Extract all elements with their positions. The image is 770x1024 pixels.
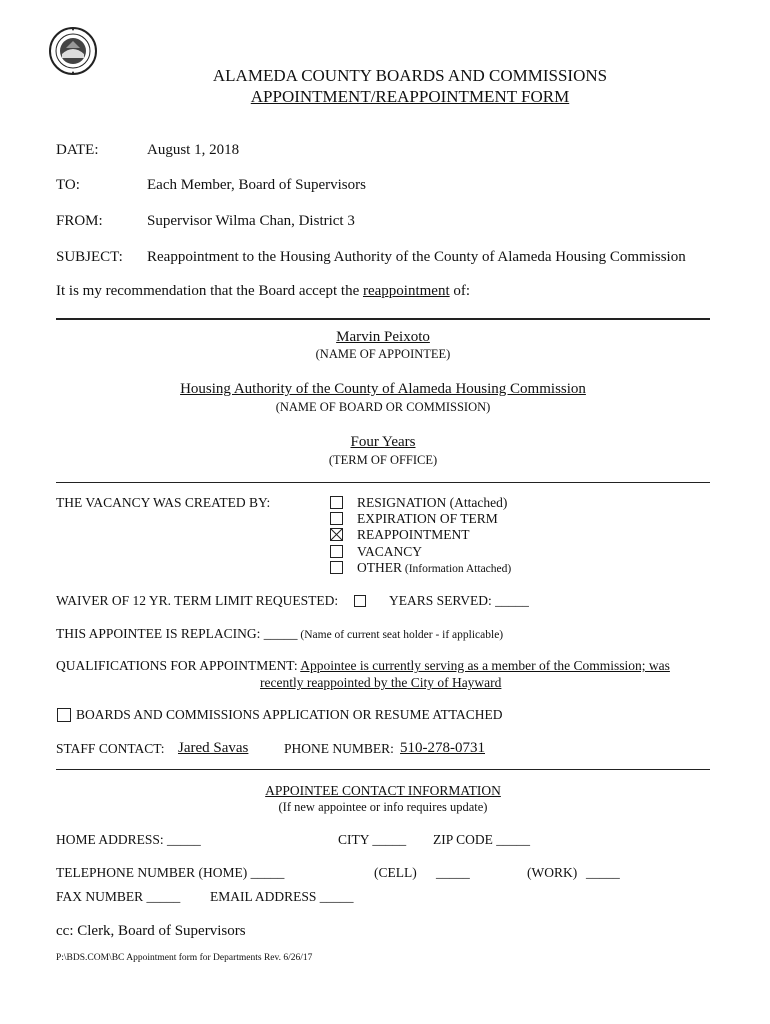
work-label: (WORK): [527, 865, 578, 880]
form-title-line2: APPOINTMENT/REAPPOINTMENT FORM: [250, 87, 570, 106]
vacancy-checkbox[interactable]: [330, 545, 343, 558]
form-title-line1: ALAMEDA COUNTY BOARDS AND COMMISSIONS: [212, 66, 608, 85]
vacancy-option-text: REAPPOINTMENT: [357, 527, 470, 543]
appointee-name-caption: (NAME OF APPOINTEE): [315, 347, 451, 361]
qualifications-text-2: recently reappointed by the City of Hayward: [260, 675, 502, 690]
vacancy-option-label: [357, 560, 511, 576]
waiver-label: WAIVER OF 12 YR. TERM LIMIT REQUESTED:: [56, 593, 339, 608]
years-served-label: YEARS SERVED: _____: [389, 593, 529, 608]
replacing-note: (Name of current seat holder - if applicable): [297, 629, 504, 641]
application-checkbox[interactable]: [57, 708, 71, 722]
date-value: August 1, 2018: [147, 142, 240, 158]
phone-number-value: 510-278-0731: [400, 740, 485, 756]
subject-value: Reappointment to the Housing Authority of the County of Alameda Housing Commission: [147, 249, 686, 265]
qualifications-label: QUALIFICATIONS FOR APPOINTMENT:: [56, 658, 301, 673]
term-of-office-caption: (TERM OF OFFICE): [328, 453, 438, 467]
check-x-icon: [331, 529, 342, 540]
vacancy-checkbox[interactable]: [330, 512, 343, 525]
vacancy-option-note: (Attached): [446, 495, 508, 510]
to-label: TO:: [56, 177, 80, 193]
city-field: CITY _____: [338, 832, 407, 847]
replacing-line: [56, 626, 503, 642]
work-blank: _____: [586, 865, 620, 880]
vacancy-option-label: [357, 527, 470, 543]
recommendation-prefix: It is my recommendation that the Board accept the: [56, 283, 363, 299]
fax-number-field: FAX NUMBER _____: [56, 889, 181, 904]
zip-code-field: ZIP CODE _____: [433, 832, 530, 847]
footer-path: P:\BDS.COM\BC Appointment form for Departments Rev. 6/26/17: [56, 953, 313, 963]
from-label: FROM:: [56, 213, 103, 229]
vacancy-checkbox[interactable]: [330, 528, 343, 541]
from-value: Supervisor Wilma Chan, District 3: [147, 213, 355, 229]
telephone-home-field: TELEPHONE NUMBER (HOME) _____: [56, 865, 285, 880]
qualifications-text-1: Appointee is currently serving as a member of the Commission; was: [300, 658, 670, 673]
staff-contact-label: STAFF CONTACT:: [56, 741, 165, 756]
vacancy-checkbox[interactable]: [330, 561, 343, 574]
vacancy-option-text: OTHER: [357, 559, 402, 575]
application-label: BOARDS AND COMMISSIONS APPLICATION OR RESUME ATTACHED: [76, 707, 503, 722]
vacancy-checkbox[interactable]: [330, 496, 343, 509]
vacancy-option-label: [357, 544, 422, 560]
board-name-caption: (NAME OF BOARD OR COMMISSION): [275, 400, 491, 414]
qualifications-line1: [56, 658, 670, 674]
term-of-office: Four Years: [350, 434, 416, 450]
vacancy-option-label: [357, 495, 507, 511]
contact-info-heading: APPOINTEE CONTACT INFORMATION: [265, 783, 501, 798]
home-address-field: HOME ADDRESS: _____: [56, 832, 201, 847]
staff-contact-value: Jared Savas: [178, 740, 249, 756]
vacancy-option-text: RESIGNATION: [357, 495, 447, 510]
contact-info-subheading: (If new appointee or info requires update): [278, 800, 488, 814]
divider: [56, 318, 710, 320]
recommendation-text: [56, 283, 470, 300]
divider: [56, 482, 710, 483]
vacancy-option-text: EXPIRATION OF TERM: [357, 511, 498, 527]
waiver-checkbox[interactable]: [354, 595, 366, 607]
phone-number-label: PHONE NUMBER:: [284, 741, 394, 756]
recommendation-suffix: of:: [449, 283, 471, 299]
cc-line: cc: Clerk, Board of Supervisors: [56, 923, 246, 939]
vacancy-label: THE VACANCY WAS CREATED BY:: [56, 495, 271, 510]
divider: [56, 769, 710, 770]
email-address-field: EMAIL ADDRESS _____: [210, 889, 354, 904]
vacancy-option-note: (Information Attached): [402, 562, 512, 575]
date-label: DATE:: [56, 142, 99, 158]
vacancy-option-text: VACANCY: [357, 543, 423, 559]
subject-label: SUBJECT:: [56, 249, 123, 265]
board-name: Housing Authority of the County of Alameda Housing Commission: [180, 381, 586, 397]
replacing-label: THIS APPOINTEE IS REPLACING: _____: [56, 626, 298, 641]
cell-blank: _____: [436, 865, 470, 880]
recommendation-type: reappointment: [362, 283, 450, 299]
vacancy-option-label: [357, 511, 498, 527]
to-value: Each Member, Board of Supervisors: [147, 177, 366, 193]
appointee-name: Marvin Peixoto: [336, 329, 430, 345]
cell-label: (CELL): [374, 865, 417, 880]
